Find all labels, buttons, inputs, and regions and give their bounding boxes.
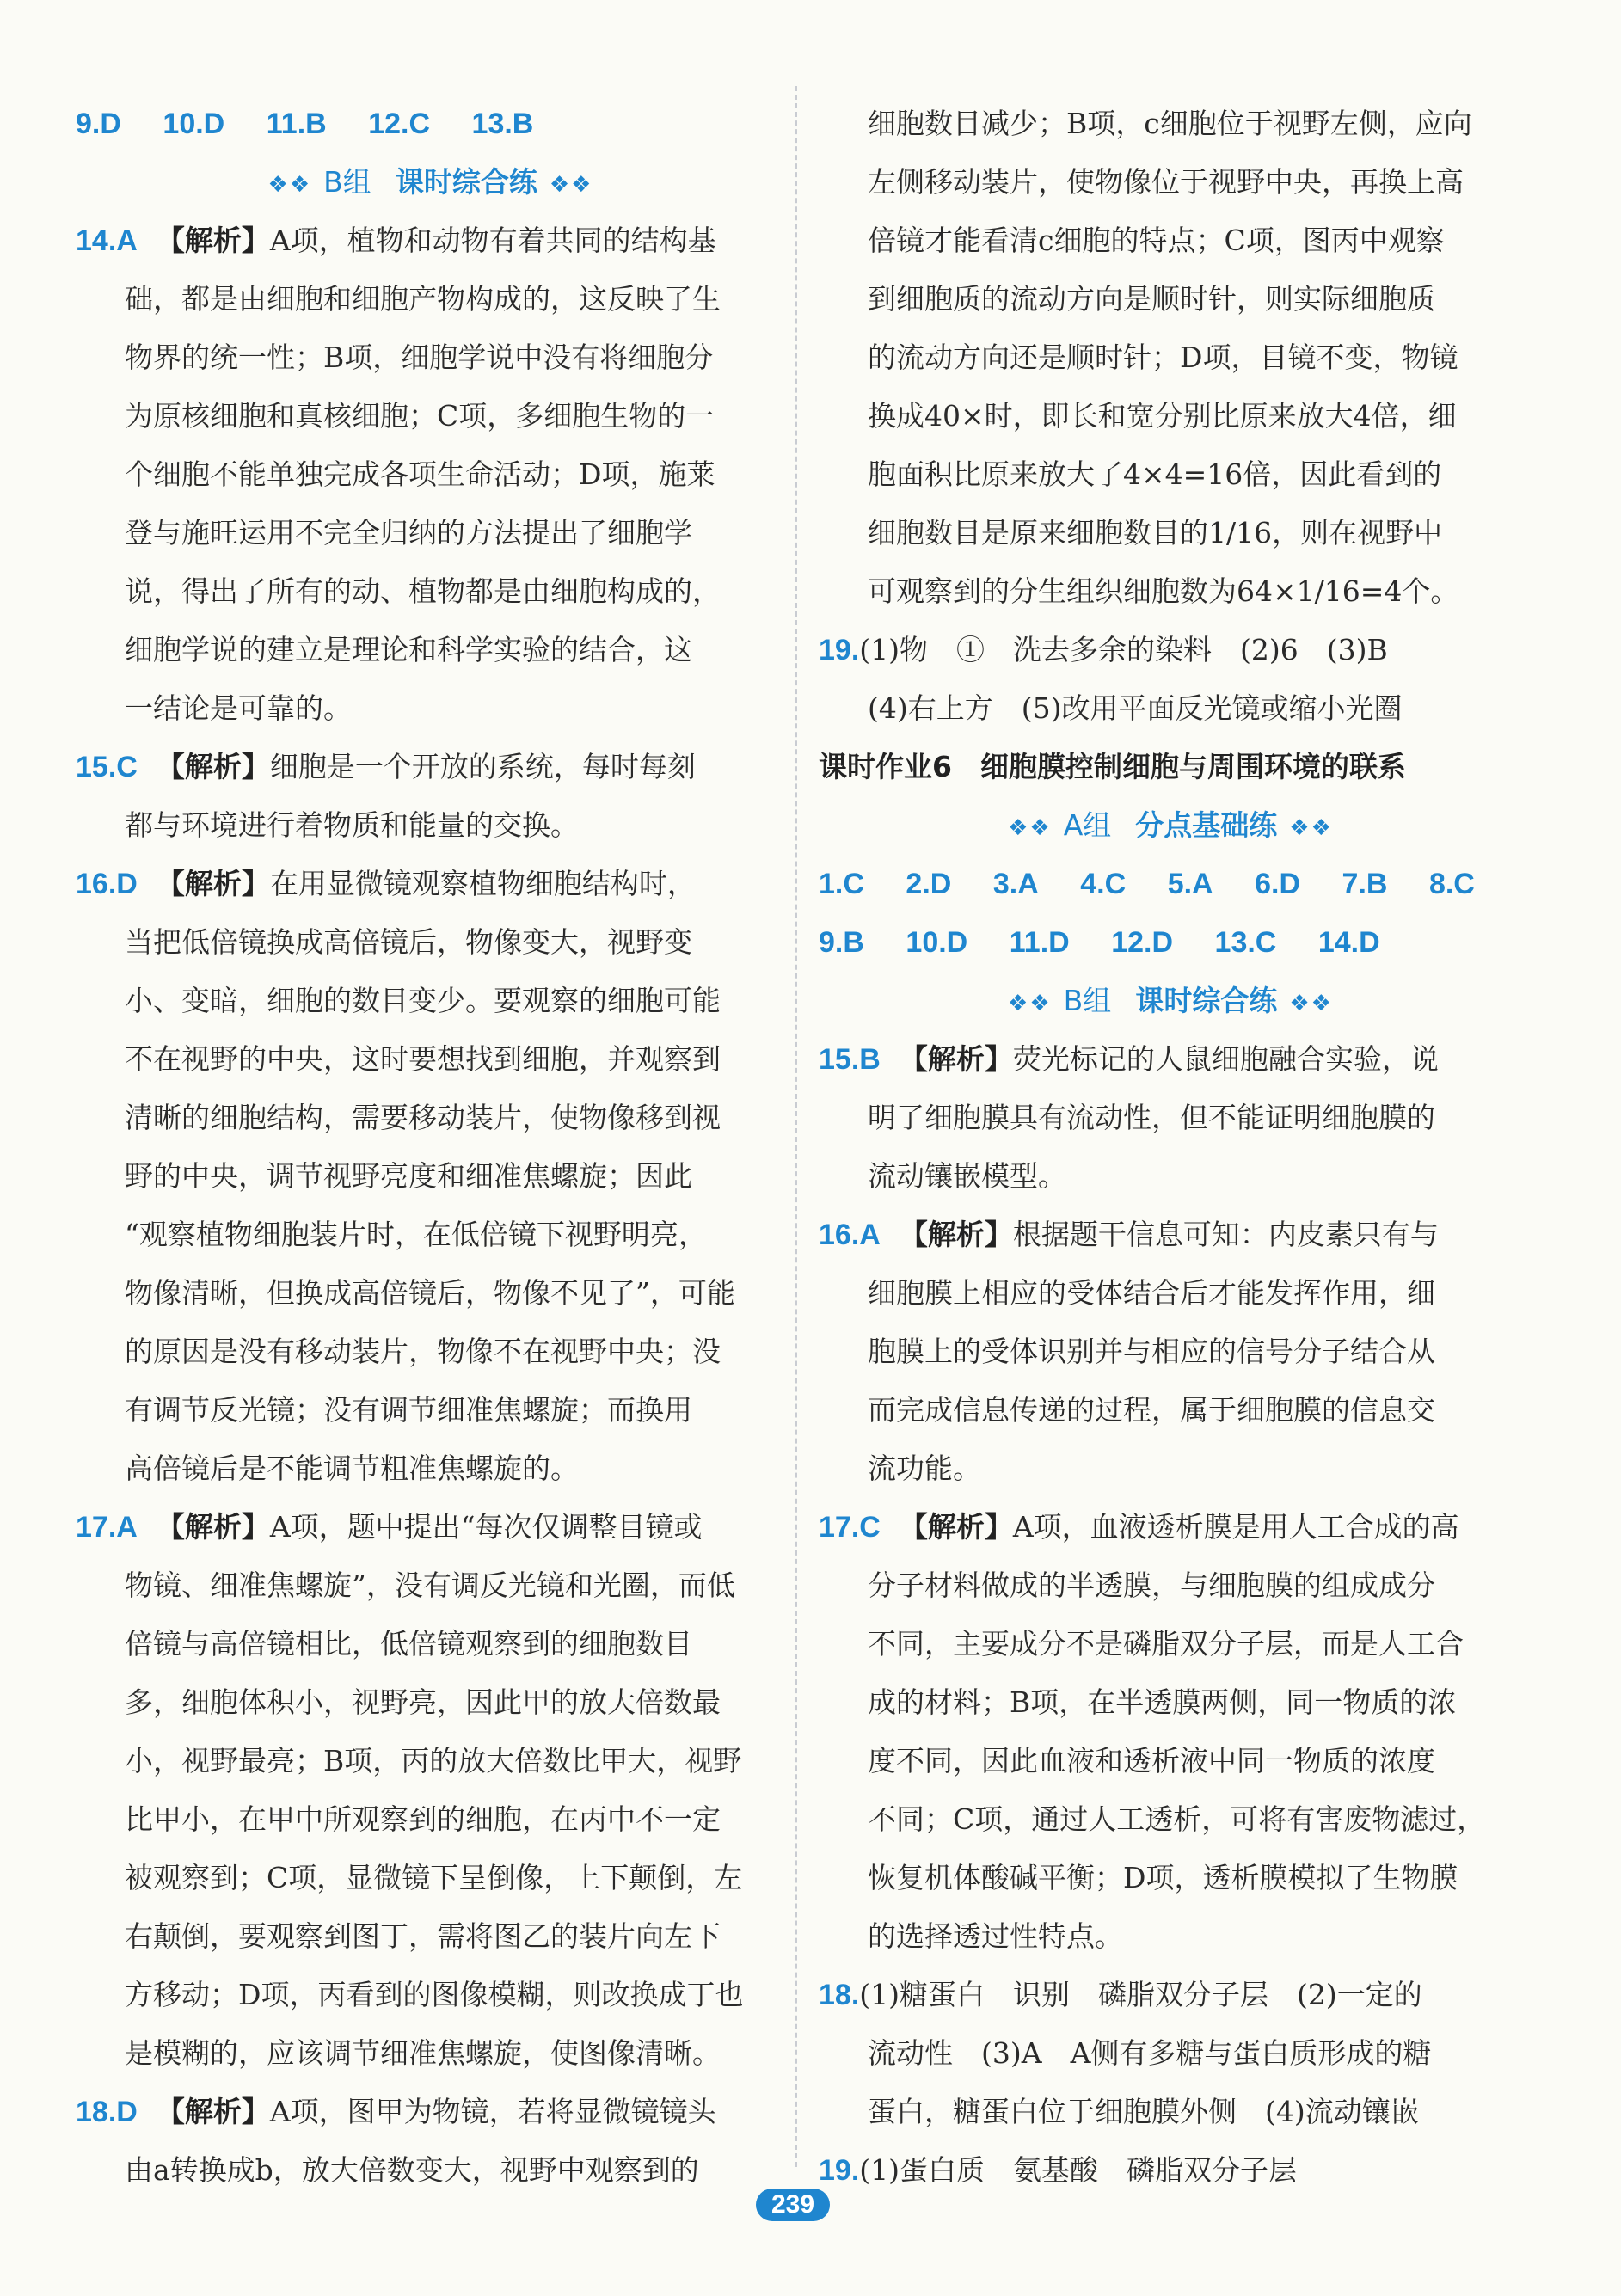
answer: 11.B [266,107,327,140]
text-line: 细胞是一个开放的系统，每时每刻 [269,750,696,783]
question-number: 18. [819,1979,860,2011]
answer: 8.C [1428,868,1475,900]
text-line: 一结论是可靠的。 [125,691,352,725]
analysis-tag: 【解析】 [156,2095,270,2128]
text-line: 高倍镜后是不能调节粗准焦螺旋的。 [125,1452,579,1485]
analysis-tag: 【解析】 [899,1042,1013,1076]
question-17 [76,1498,785,2083]
text-line: 胞面积比原来放大了4×4=16倍，因此看到的 [868,457,1442,491]
question-number: 19. [819,2154,860,2187]
text-line: 在用显微镜观察植物细胞结构时， [269,867,696,900]
diamond-icon: ❖❖ [267,172,312,198]
text-line: A项，植物和动物有着共同的结构基 [269,224,716,257]
text-line: 是模糊的，应该调节细准焦螺旋，使图像清晰。 [125,2036,721,2070]
answer: 4.C [1080,868,1127,900]
text-line: 被观察到；C项，显微镜下呈倒像，上下颠倒，左 [125,1861,743,1894]
text-line: 方移动；D项，丙看到的图像模糊，则改换成丁也 [125,1978,744,2011]
group-a-heading [819,796,1522,855]
answer: 7.B [1342,868,1388,900]
text-line: 细胞数目减少；B项，c细胞位于视野左侧，应向 [868,107,1472,140]
question-19-part [819,2141,1522,2200]
page-number-label: 239 [756,2189,830,2221]
text-line: 物界的统一性；B项，细胞学说中没有将细胞分 [125,341,714,374]
group-title: 分点基础练 [1135,808,1278,842]
answer: 12.D [1111,926,1174,959]
answer: 11.D [1009,926,1070,959]
question-14 [76,212,785,738]
text-line: A项，血液透析膜是用人工合成的高 [1012,1510,1459,1544]
group-b-heading [76,153,785,212]
text-line: 的原因是没有移动装片，物像不在视野中央；没 [125,1335,721,1368]
text-line: 的流动方向还是顺时针；D项，目镜不变，物镜 [868,341,1458,374]
answer: 2.D [906,868,952,900]
text-line: 小、变暗，细胞的数目变少。要观察的细胞可能 [125,984,721,1017]
diamond-icon: ❖❖ [1289,815,1333,841]
question-15 [819,1030,1522,1206]
text-line: (1)物 ① 洗去多余的染料 (2)6 (3)B [859,633,1388,666]
answers-row-9-13 [76,95,785,153]
text-line: 度不同，因此血液和透析液中同一物质的浓度 [868,1744,1435,1777]
question-number: 15.B [819,1043,881,1076]
text-line: 础，都是由细胞和细胞产物构成的，这反映了生 [125,282,721,316]
text-line: 个细胞不能单独完成各项生命活动；D项，施莱 [125,457,715,491]
group-label: B组 [1063,984,1112,1017]
text-line: (4)右上方 (5)改用平面反光镜或缩小光圈 [868,691,1403,725]
text-line: 换成40×时，即长和宽分别比原来放大4倍，细 [868,399,1457,433]
question-number: 17.A [76,1511,138,1544]
question-number: 15.C [76,751,138,783]
text-line: 不同，主要成分不是磷脂双分子层，而是人工合 [868,1627,1464,1661]
analysis-tag: 【解析】 [899,1218,1013,1251]
text-line: 流功能。 [868,1452,981,1485]
question-16 [819,1206,1522,1498]
text-line: 到细胞质的流动方向是顺时针，则实际细胞质 [868,282,1435,316]
analysis-tag: 【解析】 [156,867,270,900]
question-18-continued [819,95,1522,621]
group-label: A组 [1063,808,1112,842]
answer: 3.A [992,868,1039,900]
answers-row-9-14 [819,913,1522,972]
section-title: 课时作业6 细胞膜控制细胞与周围环境的联系 [819,750,1406,783]
text-line: 的选择透过性特点。 [868,1919,1123,1953]
text-line: 胞膜上的受体识别并与相应的信号分子结合从 [868,1335,1435,1368]
text-line: 细胞学说的建立是理论和科学实验的结合，这 [125,633,692,666]
text-line: 清晰的细胞结构，需要移动装片，使物像移到视 [125,1101,721,1134]
text-line: 细胞膜上相应的受体结合后才能发挥作用，细 [868,1276,1435,1310]
text-line: 当把低倍镜换成高倍镜后，物像变大，视野变 [125,925,692,959]
question-15 [76,738,785,855]
text-line: 流动性 (3)A A侧有多糖与蛋白质形成的糖 [868,2036,1432,2070]
question-number: 16.D [76,868,138,900]
answer: 9.B [819,926,864,959]
text-line: 成的材料；B项，在半透膜两侧，同一物质的浓 [868,1685,1457,1719]
text-line: 物镜、细准焦螺旋”，没有调反光镜和光圈，而低 [125,1569,735,1602]
answer: 12.C [368,107,431,140]
text-line: 分子材料做成的半透膜，与细胞膜的组成成分 [868,1569,1435,1602]
text-line: 明了细胞膜具有流动性，但不能证明细胞膜的 [868,1101,1435,1134]
text-line: 根据题干信息可知：内皮素只有与 [1012,1218,1439,1251]
text-line: 登与施旺运用不完全归纳的方法提出了细胞学 [125,516,692,549]
text-line: 多，细胞体积小，视野亮，因此甲的放大倍数最 [125,1685,721,1719]
text-line: 都与环境进行着物质和能量的交换。 [125,808,579,842]
text-line: 野的中央，调节视野亮度和细准焦螺旋；因此 [125,1159,692,1193]
text-line: 流动镶嵌模型。 [868,1159,1066,1193]
text-line: 由a转换成b，放大倍数变大，视野中观察到的 [125,2153,699,2187]
left-column [76,95,785,2200]
text-line: (1)蛋白质 氨基酸 磷脂双分子层 [859,2153,1298,2187]
group-label: B组 [323,165,371,199]
answer: 14.D [1317,926,1380,959]
text-line: 说，得出了所有的动、植物都是由细胞构成的， [125,574,721,608]
group-title: 课时综合练 [1135,984,1278,1017]
text-line: 倍镜才能看清c细胞的特点；C项，图丙中观察 [868,224,1445,257]
analysis-tag: 【解析】 [156,1510,270,1544]
answer: 6.D [1255,868,1301,900]
diamond-icon: ❖❖ [1008,991,1052,1016]
answer: 1.C [819,868,864,900]
answers-row-1-8 [819,855,1522,913]
text-line: 小，视野最亮；B项，丙的放大倍数比甲大，视野 [125,1744,742,1777]
answer: 5.A [1167,868,1213,900]
diamond-icon: ❖❖ [1289,991,1333,1016]
analysis-tag: 【解析】 [156,224,270,257]
question-number: 19. [819,634,860,666]
text-line: 为原核细胞和真核细胞；C项，多细胞生物的一 [125,399,715,433]
text-line: “观察植物细胞装片时，在低倍镜下视野明亮， [125,1218,707,1251]
diamond-icon: ❖❖ [1008,815,1052,841]
answer: 13.B [471,107,534,140]
answer: 13.C [1214,926,1277,959]
group-title: 课时综合练 [395,165,537,199]
diamond-icon: ❖❖ [549,172,593,198]
text-line: 右颠倒，要观察到图丁，需将图乙的装片向左下 [125,1919,721,1953]
text-line: 不在视野的中央，这时要想找到细胞，并观察到 [125,1042,721,1076]
text-line: 细胞数目是原来细胞数目的1/16，则在视野中 [868,516,1443,549]
text-line: 左侧移动装片，使物像位于视野中央，再换上高 [868,165,1464,199]
question-number: 16.A [819,1219,881,1251]
text-line: 有调节反光镜；没有调节细准焦螺旋；而换用 [125,1393,692,1427]
answer: 10.D [906,926,968,959]
analysis-tag: 【解析】 [156,750,270,783]
group-b-heading [819,972,1522,1030]
question-number: 14.A [76,224,138,257]
text-line: 荧光标记的人鼠细胞融合实验，说 [1012,1042,1439,1076]
text-line: 可观察到的分生组织细胞数为64×1/16=4个。 [868,574,1459,608]
column-divider [795,86,797,2167]
question-19 [819,621,1522,738]
question-number: 17.C [819,1511,881,1544]
text-line: 不同；C项，通过人工透析，可将有害废物滤过， [868,1802,1486,1836]
text-line: 倍镜与高倍镜相比，低倍镜观察到的细胞数目 [125,1627,692,1661]
text-line: 而完成信息传递的过程，属于细胞膜的信息交 [868,1393,1435,1427]
answer: 9.D [76,107,121,140]
text-line: 物像清晰，但换成高倍镜后，物像不见了”，可能 [125,1276,735,1310]
answer: 10.D [163,107,225,140]
text-line: (1)糖蛋白 识别 磷脂双分子层 (2)一定的 [859,1978,1422,2011]
right-column [819,95,1522,2200]
question-16 [76,855,785,1498]
analysis-tag: 【解析】 [899,1510,1013,1544]
question-18 [819,1966,1522,2141]
text-line: A项，图甲为物镜，若将显微镜镜头 [269,2095,716,2128]
text-line: 比甲小，在甲中所观察到的细胞，在丙中不一定 [125,1802,721,1836]
text-line: 蛋白，糖蛋白位于细胞膜外侧 (4)流动镶嵌 [868,2095,1419,2128]
text-line: 恢复机体酸碱平衡；D项，透析膜模拟了生物膜 [868,1861,1458,1894]
question-18 [76,2083,785,2200]
question-17 [819,1498,1522,1966]
page-number [750,2184,836,2225]
text-line: A项，题中提出“每次仅调整目镜或 [269,1510,703,1544]
question-number: 18.D [76,2096,138,2128]
